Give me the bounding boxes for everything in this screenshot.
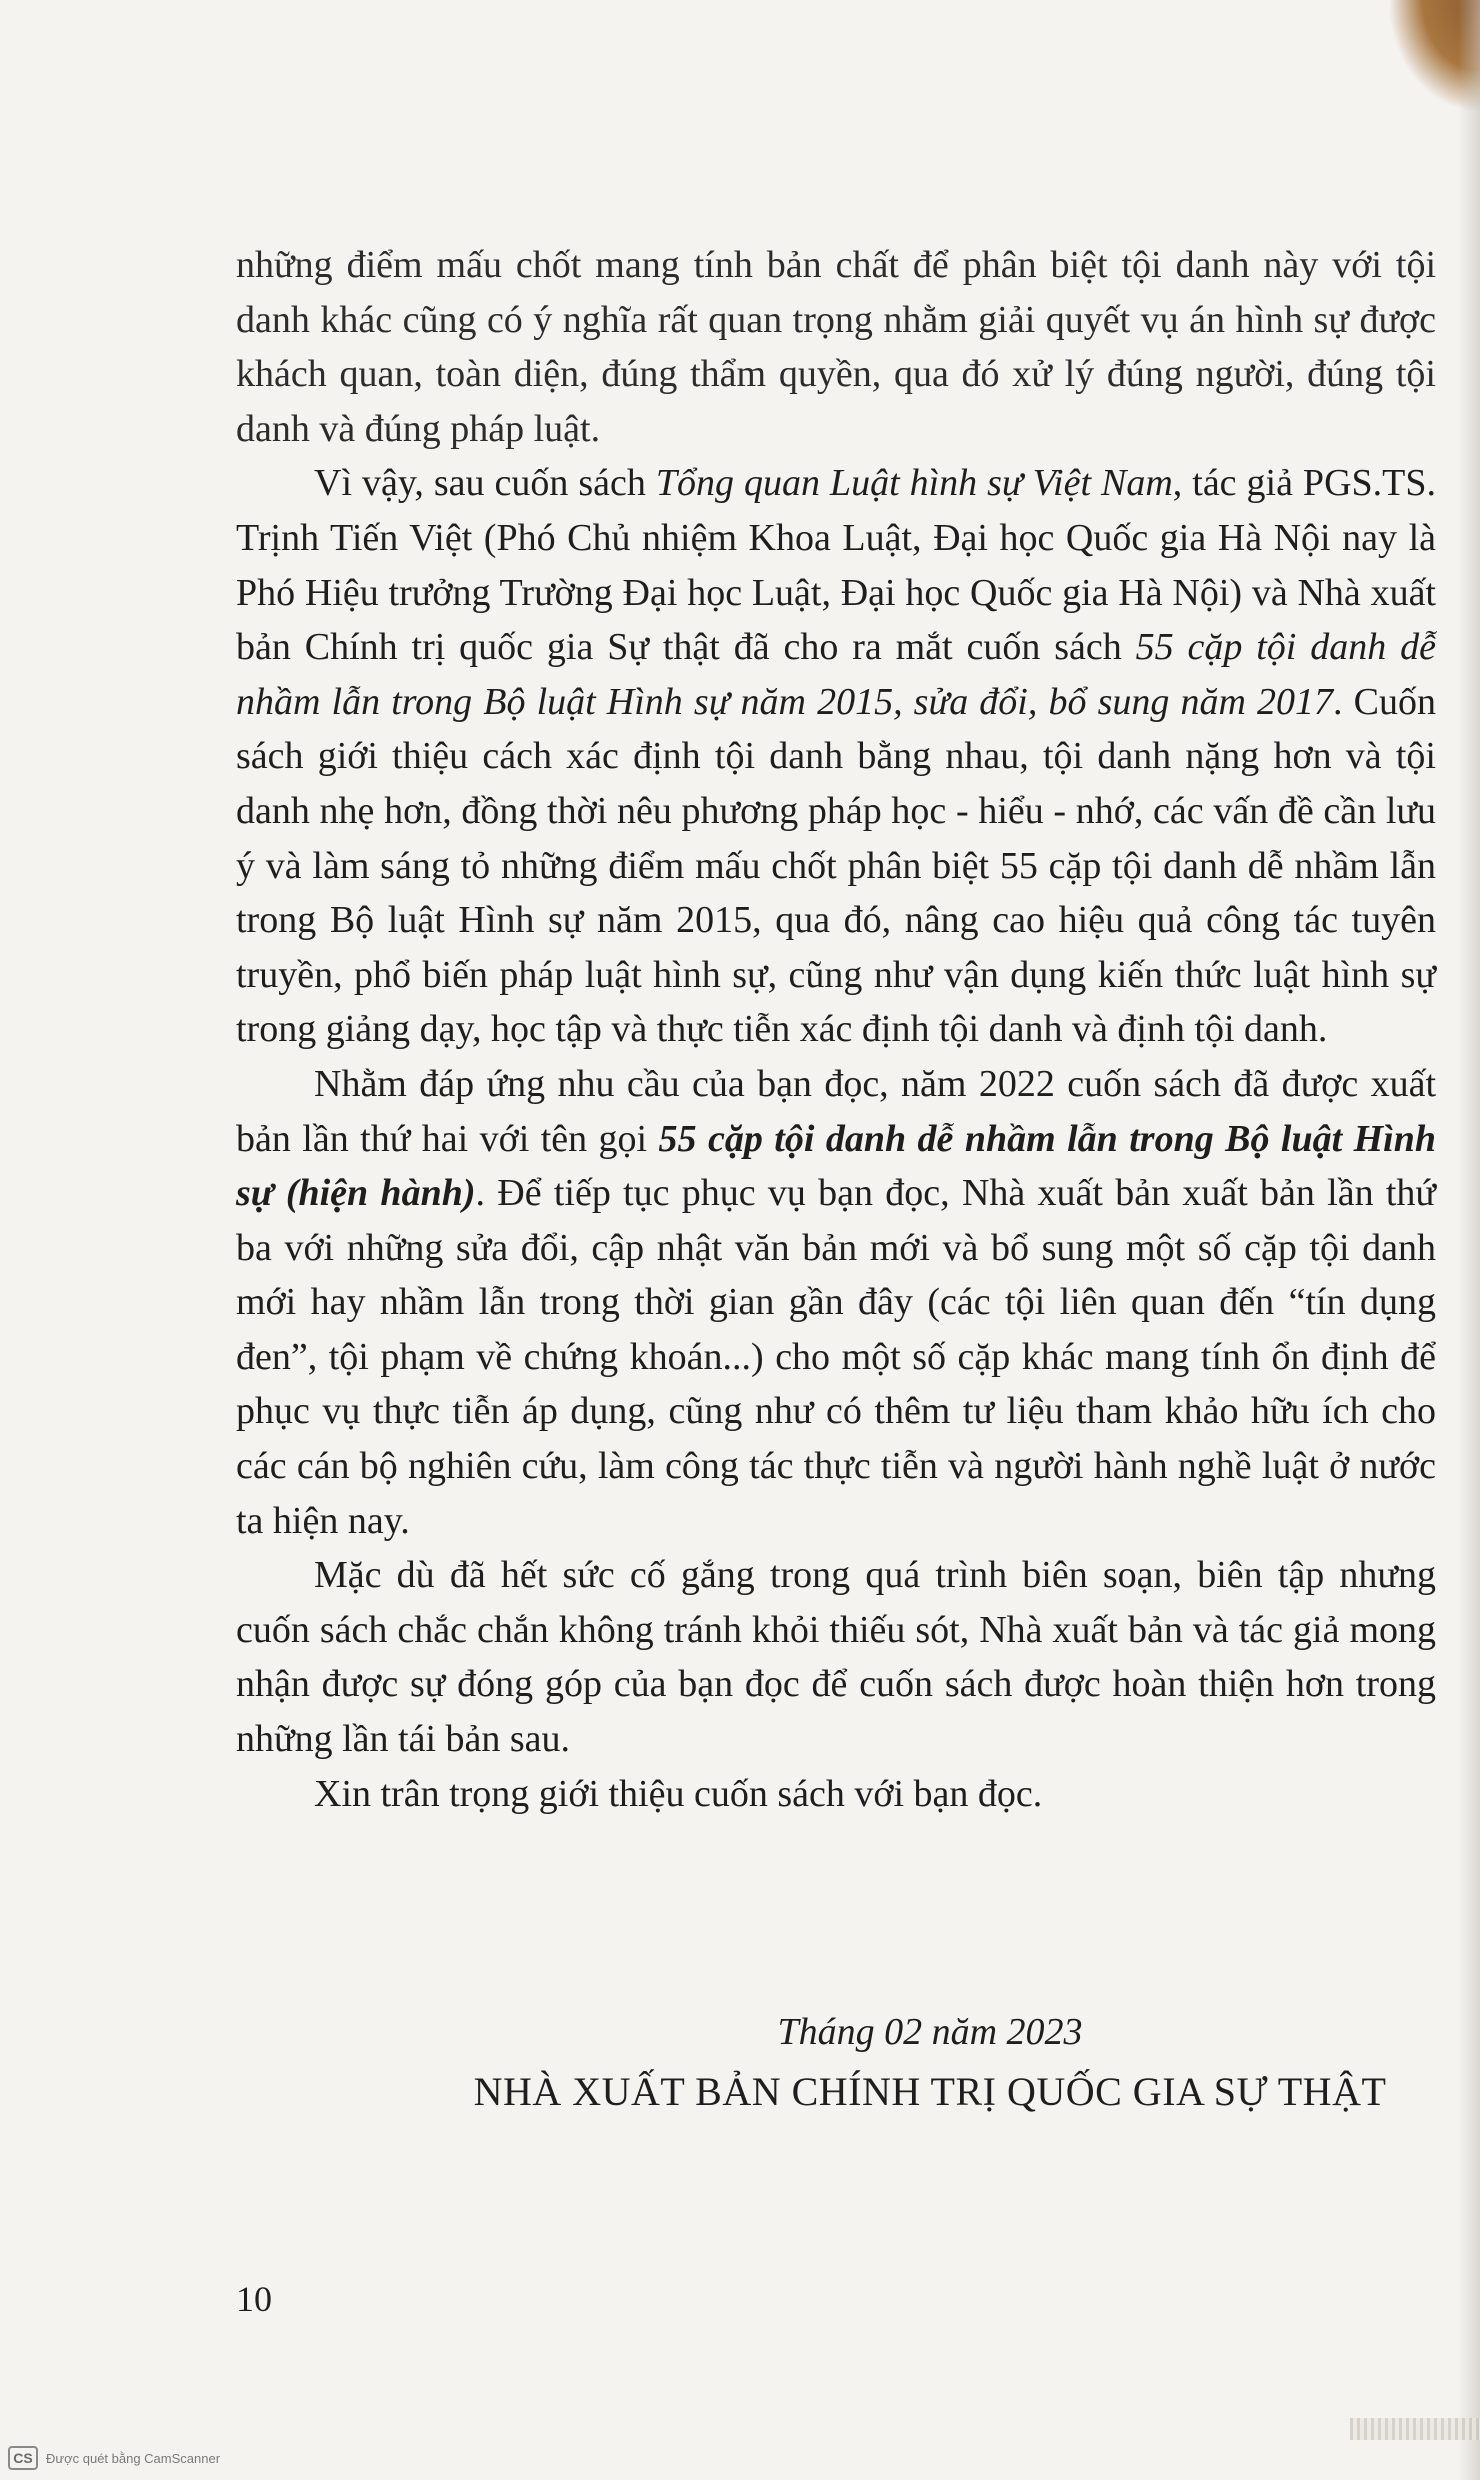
- paragraph: [236, 1548, 1436, 1766]
- paragraph-text: những điểm mấu chốt mang tính bản chất để phân biệt tội danh này với tội danh khác cũng có ý nghĩa rất quan trọng nhằm giải quyết vụ án hình sự được khách quan, toàn diện, đúng thẩm quyền, qua đó xử lý đúng người, đúng tội danh và đúng pháp luật.: [236, 244, 1436, 450]
- paragraph-text: Nhằm đáp ứng nhu cầu của bạn đọc, năm 2022 cuốn sách đã được xuất bản lần thứ hai với tên gọi: [236, 1062, 1436, 1160]
- paragraph-text: . Để tiếp tục phục vụ bạn đọc, Nhà xuất bản xuất bản lần thứ ba với những sửa đổi, cập nhật văn bản mới và bổ sung một số cặp tội danh mới hay nhầm lẫn trong thời gian gần đây (các tội liên quan đến “tín dụng đen”, tội phạm về chứng khoán...) cho một số cặp khác mang tính ổn định để phục vụ thực tiễn áp dụng, cũng như có thêm tư liệu tham khảo hữu ích cho các cán bộ nghiên cứu, làm công tác thực tiễn và người hành nghề luật ở nước ta hiện nay.: [236, 1172, 1436, 1542]
- closing-publisher: NHÀ XUẤT BẢN CHÍNH TRỊ QUỐC GIA SỰ THẬT: [473, 2069, 1387, 2114]
- body-text: [236, 238, 1436, 1821]
- page-number: 10: [236, 2279, 272, 2319]
- paragraph: [236, 238, 1436, 456]
- paragraph: [236, 456, 1436, 1057]
- paragraph: [236, 1057, 1436, 1548]
- scanner-watermark: [8, 2446, 220, 2470]
- page-edge-shadow: [1458, 0, 1480, 2480]
- book-title-bold-italic: 55 cặp tội danh dễ nhầm lẫn trong Bộ luật Hình sự (hiện hành): [236, 1117, 1436, 1215]
- paragraph-text: , tác giả PGS.TS. Trịnh Tiến Việt (Phó Chủ nhiệm Khoa Luật, Đại học Quốc gia Hà Nội nay là Phó Hiệu trưởng Trường Đại học Luật, Đại học Quốc gia Hà Nội) và Nhà xuất bản Chính trị quốc gia Sự thật đã cho ra mắt cuốn sách: [236, 462, 1436, 669]
- paragraph-text: Vì vậy, sau cuốn sách: [314, 462, 656, 505]
- book-title-italic: 55 cặp tội danh dễ nhầm lẫn trong Bộ luật Hình sự năm 2015, sửa đổi, bổ sung năm 2017: [236, 626, 1436, 723]
- paragraph: [236, 1767, 1436, 1822]
- book-title-italic: Tổng quan Luật hình sự Việt Nam: [655, 462, 1173, 505]
- camscanner-logo-icon: CS: [8, 2446, 38, 2470]
- paragraph-text: . Cuốn sách giới thiệu cách xác định tội danh bằng nhau, tội danh nặng hơn và tội danh nhẹ hơn, đồng thời nêu phương pháp học - hiểu - nhớ, các vấn đề cần lưu ý và làm sáng tỏ những điểm mấu chốt phân biệt 55 cặp tội danh dễ nhầm lẫn trong Bộ luật Hình sự năm 2015, qua đó, nâng cao hiệu quả công tác tuyên truyền, phổ biến pháp luật hình sự, cũng như vận dụng kiến thức luật hình sự trong giảng dạy, học tập và thực tiễn xác định tội danh và định tội danh.: [236, 680, 1436, 1051]
- paragraph-text: Mặc dù đã hết sức cố gắng trong quá trình biên soạn, biên tập nhưng cuốn sách chắc chắn không tránh khỏi thiếu sót, Nhà xuất bản và tác giả mong nhận được sự đóng góp của bạn đọc để cuốn sách được hoàn thiện hơn trong những lần tái bản sau.: [236, 1554, 1436, 1761]
- paragraph-text: Xin trân trọng giới thiệu cuốn sách với bạn đọc.: [314, 1772, 1043, 1815]
- scanner-watermark-text: Được quét bằng CamScanner: [46, 2450, 221, 2466]
- closing-date: Tháng 02 năm 2023: [777, 2011, 1083, 2053]
- page-edge-speckle: [1350, 2418, 1480, 2440]
